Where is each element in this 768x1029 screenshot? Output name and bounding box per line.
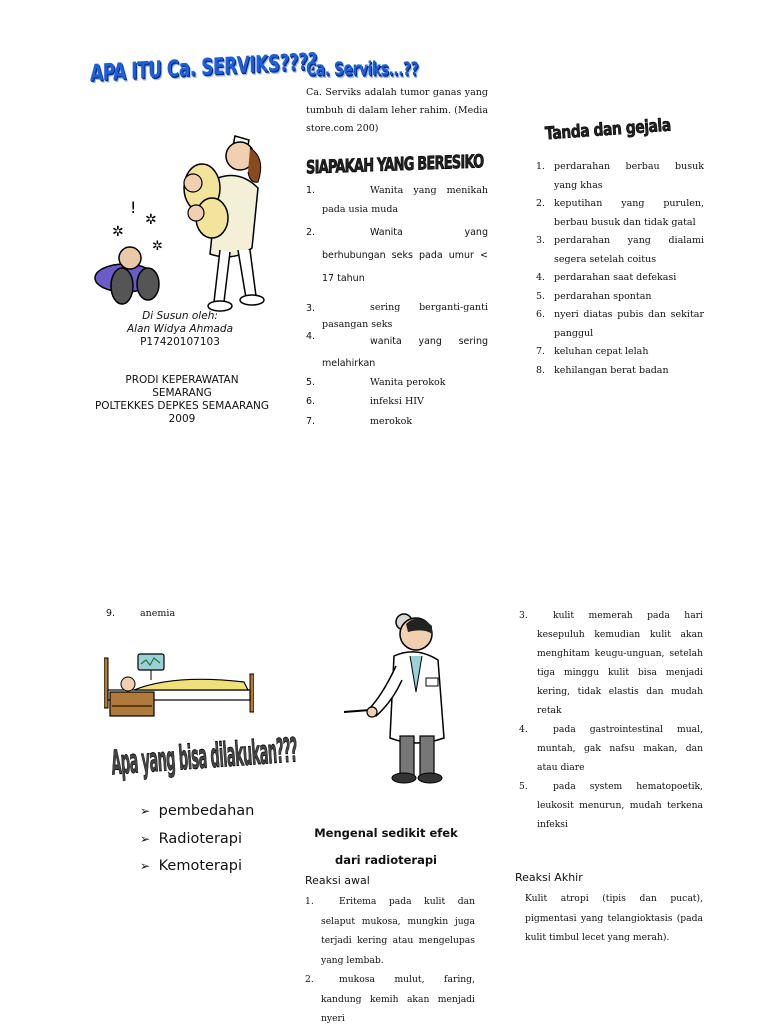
list-number: 5. (536, 290, 546, 302)
list-number: 3. (536, 235, 546, 246)
radiotherapy-title-line-1: Mengenal sedikit efek (314, 826, 458, 840)
arrow-bullet-icon: ➢ (140, 831, 151, 846)
list-number: 1. (305, 896, 314, 907)
institution-line-3: POLTEKKES DEPKES SEMAARANG (94, 400, 270, 412)
list-item (536, 306, 704, 343)
list-number: 7. (306, 416, 316, 427)
list-item (519, 606, 703, 720)
treatment-label: Kemoterapi (158, 858, 242, 874)
list-item (305, 892, 475, 970)
list-number: 6. (536, 309, 546, 320)
arrow-bullet-icon: ➢ (140, 859, 151, 873)
list-text: wanita yang sering melahirkan (322, 336, 488, 369)
list-number: 4. (536, 272, 546, 283)
list-number: 2. (536, 198, 546, 209)
list-text: Wanita perokok (370, 377, 446, 388)
list-item (536, 288, 704, 307)
list-number: 1. (306, 185, 316, 196)
symptoms-list (536, 158, 704, 380)
early-reaction-list (305, 892, 475, 1029)
list-text: sering berganti-ganti pasangan seks (322, 302, 488, 330)
question-title: Apa yang bisa dilakukan??? (110, 731, 299, 783)
list-text: pada gastrointestinal mual, muntah, gak nafsu makan, dan atau diare (537, 724, 703, 773)
list-item (306, 392, 488, 412)
svg-text:✲: ✲ (145, 212, 157, 228)
list-text: keputihan yang purulen, berbau busuk dan tidak gatal (554, 198, 704, 228)
arrow-bullet-icon: ➢ (140, 804, 151, 818)
list-item (306, 373, 488, 392)
panel1-title: APA ITU Ca. SERVIKS???? (90, 48, 317, 88)
institution-line-4: 2009 (168, 413, 196, 425)
list-item (140, 831, 254, 859)
institution-line-2: SEMARANG (152, 387, 212, 399)
list-item (306, 412, 488, 432)
list-text: perdarahan yang dialami segera setelah coitus (554, 235, 704, 265)
early-reaction-label: Reaksi awal (305, 874, 370, 887)
list-item (306, 327, 488, 373)
author-label: Di Susun oleh: (142, 310, 218, 322)
list-number: 7. (536, 346, 546, 357)
treatment-list (140, 803, 254, 886)
treatment-label: pembedahan (158, 803, 255, 819)
list-number: 4. (306, 331, 316, 342)
cervix-definition: Ca. Serviks adalah tumor ganas yang tumbuh di dalam leher rahim. (Media store.com 200) (306, 87, 488, 134)
list-number: 6. (306, 396, 316, 407)
doctor-illustration (340, 608, 460, 788)
late-reaction-label: Reaksi Akhir (515, 871, 583, 884)
list-number: 2. (305, 974, 314, 985)
list-number: 1. (536, 161, 546, 172)
list-item (536, 232, 704, 269)
list-text: keluhan cepat lelah (554, 346, 649, 357)
list-text: perdarahan spontan (554, 290, 652, 302)
list-text: nyeri diatas pubis dan sekitar panggul (554, 309, 704, 339)
list-item (519, 720, 703, 777)
list-item (536, 158, 704, 195)
list-number: 3. (519, 610, 528, 621)
list-text: Eritema pada kulit dan selaput mukosa, mungkin juga terjadi kering atau mengelupas yang lembab. (321, 896, 475, 966)
list-text: perdarahan berbau busuk yang khas (554, 161, 704, 191)
list-number: 5. (519, 781, 528, 792)
list-text: merokok (370, 416, 413, 427)
author-name: Alan Widya Ahmada (126, 323, 234, 335)
list-text: perdarahan saat defekasi (554, 272, 677, 283)
institution-line-1: PRODI KEPERAWATAN (125, 374, 239, 386)
svg-text:✲: ✲ (152, 239, 163, 254)
risk-list (306, 181, 488, 432)
list-text: infeksi HIV (370, 396, 424, 407)
list-item (305, 970, 475, 1029)
hospital-bed-illustration (104, 650, 254, 720)
author-id: P17420107103 (140, 336, 220, 348)
late-effects-list (519, 606, 703, 834)
list-item (306, 181, 488, 219)
list-item (306, 219, 488, 287)
treatment-label: Radioterapi (158, 830, 243, 847)
svg-text:!: ! (130, 198, 137, 217)
symptoms-title: Tanda dan gejala (544, 115, 672, 145)
list-number: 2. (306, 227, 316, 238)
list-item (536, 362, 704, 381)
radiotherapy-title-line-2: dari radioterapi (334, 853, 438, 867)
list-number: 8. (536, 364, 546, 376)
list-item (519, 777, 703, 834)
list-item (140, 858, 254, 886)
list-item (140, 803, 254, 831)
list-text: Wanita yang berhubungan seks pada umur < 17 tahun (322, 227, 488, 284)
list-text: Wanita yang menikah pada usia muda (322, 185, 488, 215)
list-text: kehilangan berat badan (554, 364, 669, 376)
list-item (536, 269, 704, 288)
list-text: pada system hematopoetik, leukosit menurun, mudah terkena infeksi (537, 781, 703, 830)
list-number: 4. (519, 724, 528, 735)
list-item (536, 195, 704, 232)
list-number: 9. (106, 608, 116, 619)
list-text: anemia (140, 608, 176, 619)
svg-text:✲: ✲ (112, 224, 124, 240)
risk-title: SIAPAKAH YANG BERESIKO (306, 151, 484, 180)
list-item (306, 287, 488, 330)
late-reaction-text: Kulit atropi (tipis dan pucat), pigmentasi yang telangioktasis (pada kulit timbul lecet yang merah). (525, 893, 703, 943)
panel2-title: Ca. Serviks...?? (306, 59, 419, 81)
list-text: mukosa mulut, faring, kandung kemih akan menjadi nyeri (321, 974, 475, 1024)
list-item (536, 343, 704, 362)
list-text: kulit memerah pada hari kesepuluh kemudian kulit akan menghitam keugu-unguan, setelah tiga minggu kulit bisa menjadi kering, tidak elastis dan mudah retak (537, 610, 703, 716)
nurse-patient-illustration (90, 128, 280, 318)
list-number: 5. (306, 377, 316, 388)
list-number: 3. (306, 303, 316, 314)
